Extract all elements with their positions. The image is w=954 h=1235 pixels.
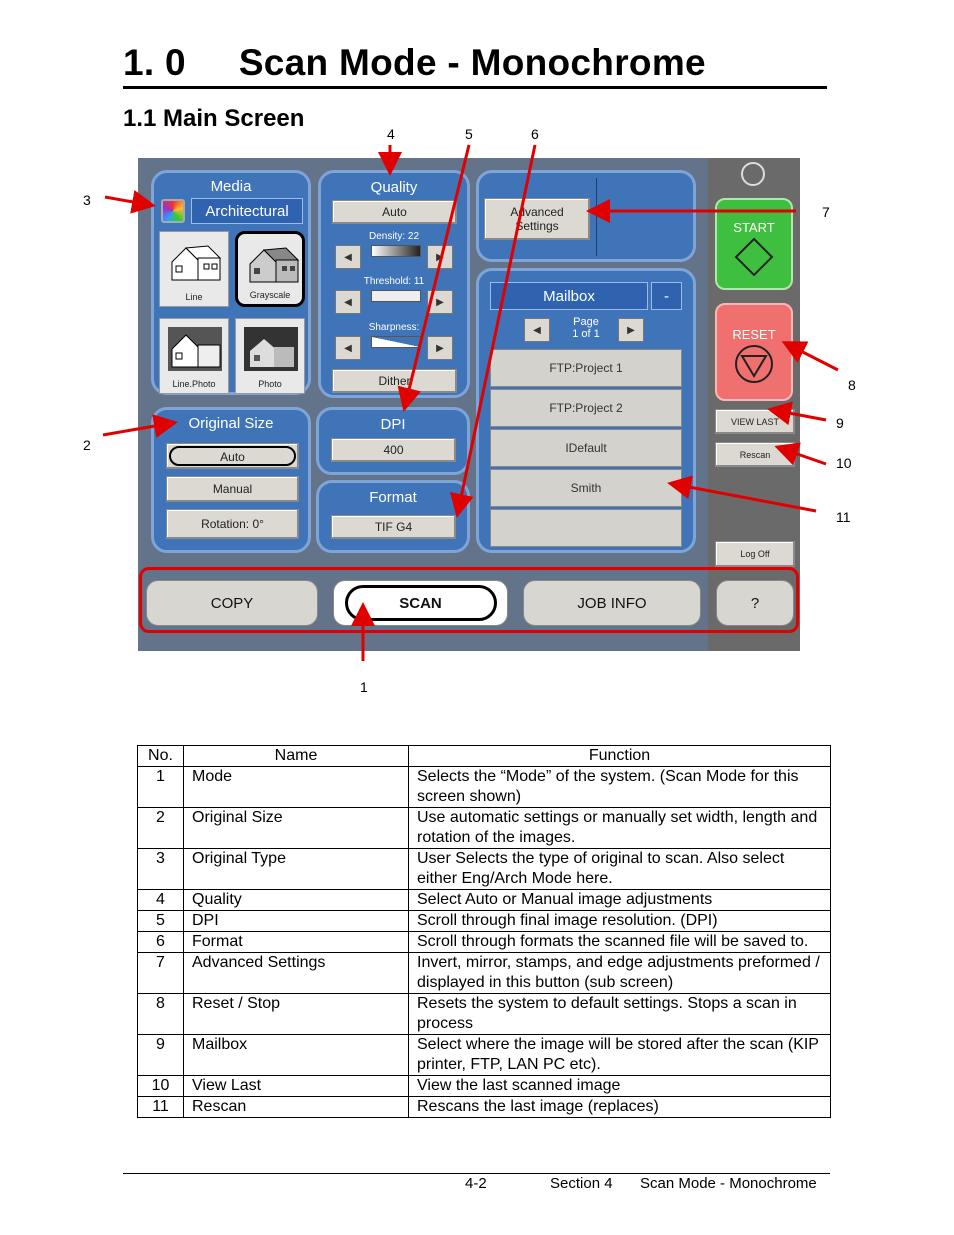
media-title: Media	[210, 178, 252, 195]
callout-5: 5	[465, 126, 473, 142]
col-name: Name	[184, 746, 409, 767]
tile-label: Line.Photo	[172, 379, 216, 389]
table-row	[138, 932, 831, 953]
copy-mode-button[interactable]: COPY	[146, 580, 318, 626]
row-function: Select Auto or Manual image adjustments	[409, 890, 831, 911]
table-row	[138, 767, 831, 808]
row-no: 9	[138, 1035, 184, 1076]
table-row	[138, 808, 831, 849]
row-no: 10	[138, 1076, 184, 1097]
table-row	[138, 1035, 831, 1076]
job-info-button[interactable]: JOB INFO	[523, 580, 701, 626]
row-name: View Last	[184, 1076, 409, 1097]
dpi-value-button[interactable]: 400	[331, 438, 456, 462]
row-name: Original Size	[184, 808, 409, 849]
row-no: 4	[138, 890, 184, 911]
callout-2: 2	[83, 437, 91, 453]
mailbox-item[interactable]: FTP:Project 1	[490, 349, 682, 387]
col-no: No.	[138, 746, 184, 767]
advanced-line2: Settings	[515, 219, 559, 233]
row-function: Scroll through formats the scanned file will be saved to.	[409, 932, 831, 953]
callout-line-2	[103, 423, 172, 435]
dither-button[interactable]: Dither	[332, 369, 457, 393]
callout-11: 11	[836, 509, 851, 525]
log-off-button[interactable]: Log Off	[715, 541, 795, 567]
format-value-button[interactable]: TIF G4	[331, 515, 456, 539]
row-no: 2	[138, 808, 184, 849]
row-name: Rescan	[184, 1097, 409, 1118]
advanced-line1: Advanced	[510, 205, 564, 219]
row-no: 7	[138, 953, 184, 994]
density-right-button[interactable]: ▶	[427, 245, 453, 269]
rotation-button[interactable]: Rotation: 0°	[166, 509, 299, 539]
row-name: Mode	[184, 767, 409, 808]
row-name: Reset / Stop	[184, 994, 409, 1035]
callout-3: 3	[83, 192, 91, 208]
tile-label: Grayscale	[249, 290, 291, 300]
row-no: 8	[138, 994, 184, 1035]
sharpness-label: Sharpness:	[368, 322, 420, 333]
row-no: 5	[138, 911, 184, 932]
row-no: 3	[138, 849, 184, 890]
start-label: START	[733, 220, 775, 235]
table-row	[138, 1076, 831, 1097]
callout-line-11	[673, 484, 816, 511]
dpi-title: DPI	[380, 416, 406, 433]
row-function: View the last scanned image	[409, 1076, 831, 1097]
row-no: 6	[138, 932, 184, 953]
threshold-left-button[interactable]: ◀	[335, 290, 361, 314]
sharpness-right-button[interactable]: ▶	[427, 336, 453, 360]
callout-6: 6	[531, 126, 539, 142]
help-button[interactable]: ?	[716, 580, 794, 626]
size-auto-label: Auto	[169, 446, 296, 466]
callout-1: 1	[360, 679, 368, 695]
scan-mode-label: SCAN	[345, 585, 497, 621]
footer-rule	[123, 1173, 830, 1174]
media-type-select[interactable]: Architectural	[191, 198, 303, 224]
row-function: Scroll through final image resolution. (DPI)	[409, 911, 831, 932]
section-heading: 1.1 Main Screen	[123, 105, 305, 132]
callout-4: 4	[387, 126, 395, 142]
callout-line-10	[780, 448, 826, 464]
row-name: Original Type	[184, 849, 409, 890]
callout-line-3	[105, 197, 150, 205]
row-function: Use automatic settings or manually set width, length and rotation of the images.	[409, 808, 831, 849]
row-function: Resets the system to default settings. Stops a scan in process	[409, 994, 831, 1035]
row-function: Rescans the last image (replaces)	[409, 1097, 831, 1118]
sharpness-left-button[interactable]: ◀	[335, 336, 361, 360]
footer-page: 4-2	[465, 1175, 487, 1192]
callout-line-5	[405, 145, 469, 406]
footer-title: Scan Mode - Monochrome	[640, 1175, 817, 1192]
footer-section: Section 4	[550, 1175, 613, 1192]
threshold-right-button[interactable]: ▶	[427, 290, 453, 314]
page-count: 1 of 1	[572, 328, 600, 340]
table-row	[138, 911, 831, 932]
function-table	[137, 745, 831, 1118]
table-row	[138, 994, 831, 1035]
row-function: Invert, mirror, stamps, and edge adjustments preformed / displayed in this button (sub screen)	[409, 953, 831, 994]
row-no: 11	[138, 1097, 184, 1118]
page-next-button[interactable]: ▶	[618, 318, 644, 342]
row-name: Advanced Settings	[184, 953, 409, 994]
callout-line-9	[773, 410, 826, 420]
callout-7: 7	[822, 204, 830, 220]
size-manual-button[interactable]: Manual	[166, 476, 299, 502]
row-name: Mailbox	[184, 1035, 409, 1076]
row-no: 1	[138, 767, 184, 808]
table-row	[138, 953, 831, 994]
view-last-button[interactable]: VIEW LAST	[715, 409, 795, 434]
row-name: Format	[184, 932, 409, 953]
callout-9: 9	[836, 415, 844, 431]
row-function: Select where the image will be stored after the scan (KIP printer, FTP, LAN PC etc).	[409, 1035, 831, 1076]
table-row	[138, 1097, 831, 1118]
mailbox-item[interactable]: Smith	[490, 469, 682, 507]
table-row	[138, 849, 831, 890]
quality-title: Quality	[370, 179, 418, 196]
row-function: User Selects the type of original to scan. Also select either Eng/Arch Mode here.	[409, 849, 831, 890]
mailbox-minus-button[interactable]: -	[651, 282, 682, 310]
mailbox-select[interactable]: Mailbox	[490, 282, 648, 310]
tile-label: Line	[185, 292, 203, 302]
page-prev-button[interactable]: ◀	[524, 318, 550, 342]
table-row	[138, 890, 831, 911]
quality-auto-button[interactable]: Auto	[332, 200, 457, 224]
callout-line-8	[787, 344, 838, 370]
table-header-row	[138, 746, 831, 767]
callout-8: 8	[848, 377, 856, 393]
reset-label: RESET	[732, 327, 776, 342]
page-heading: 1. 0 Scan Mode - Monochrome	[123, 42, 706, 83]
row-name: DPI	[184, 911, 409, 932]
row-function: Selects the “Mode” of the system. (Scan Mode for this screen shown)	[409, 767, 831, 808]
threshold-label: Threshold: 11	[363, 276, 425, 287]
format-title: Format	[369, 489, 417, 506]
rescan-button[interactable]: Rescan	[715, 442, 795, 467]
col-function: Function	[409, 746, 831, 767]
mailbox-item[interactable]: IDefault	[490, 429, 682, 467]
mailbox-item[interactable]: FTP:Project 2	[490, 389, 682, 427]
callout-10: 10	[836, 455, 852, 471]
page-label: Page	[573, 316, 599, 328]
row-name: Quality	[184, 890, 409, 911]
callout-line-6	[458, 145, 535, 512]
density-label: Density: 22	[368, 231, 420, 242]
tile-label: Photo	[258, 379, 282, 389]
original-size-title: Original Size	[188, 415, 274, 432]
density-left-button[interactable]: ◀	[335, 245, 361, 269]
